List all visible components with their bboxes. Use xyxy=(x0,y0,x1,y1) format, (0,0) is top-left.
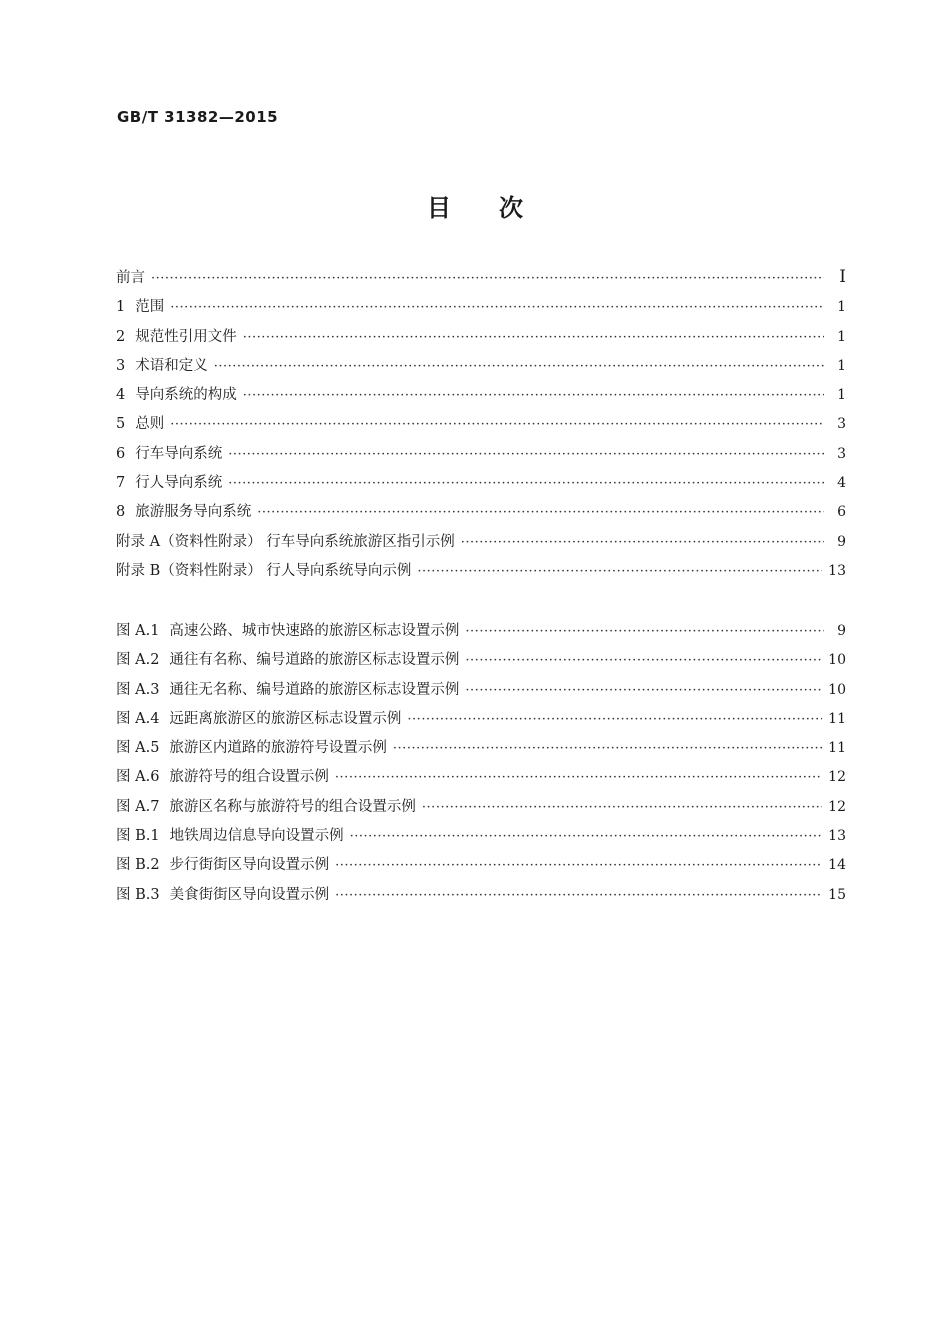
toc-entry-6[interactable] xyxy=(116,442,846,471)
toc-leader xyxy=(243,330,824,345)
figure-label: 步行街街区导向设置示例 xyxy=(169,857,330,874)
toc-entry-annex-b[interactable] xyxy=(116,559,846,588)
figure-page: 11 xyxy=(828,710,846,727)
toc-label: 总则 xyxy=(135,416,165,433)
figure-entry-a1[interactable] xyxy=(116,619,846,648)
toc-page: 3 xyxy=(837,445,846,462)
toc-leader xyxy=(335,770,822,785)
toc-leader xyxy=(335,888,822,903)
figure-entry-a4[interactable] xyxy=(116,707,846,736)
figure-list xyxy=(116,619,846,912)
toc-leader xyxy=(350,829,823,844)
toc-num: 3 xyxy=(116,357,126,374)
toc-label: 术语和定义 xyxy=(135,357,208,374)
figure-label: 通往有名称、编号道路的旅游区标志设置示例 xyxy=(169,652,460,669)
toc-num: 8 xyxy=(116,504,126,521)
toc-label: 导向系统的构成 xyxy=(135,387,237,404)
toc-label: 附录 A（资料性附录） 行车导向系统旅游区指引示例 xyxy=(116,533,455,550)
toc-leader xyxy=(170,417,824,432)
figure-label: 高速公路、城市快速路的旅游区标志设置示例 xyxy=(169,623,460,639)
toc-label: 附录 B（资料性附录） 行人导向系统导向示例 xyxy=(116,562,412,579)
toc-page: 13 xyxy=(828,562,846,579)
toc-entry-5[interactable] xyxy=(116,412,846,441)
toc-page: 1 xyxy=(837,299,846,316)
toc-leader xyxy=(243,388,824,403)
figure-label: 旅游区内道路的旅游符号设置示例 xyxy=(169,740,387,757)
toc-leader xyxy=(228,476,824,491)
figure-entry-a5[interactable] xyxy=(116,736,846,765)
toc-leader xyxy=(465,653,822,668)
toc-page: I xyxy=(839,267,846,287)
figure-entry-a7[interactable] xyxy=(116,795,846,824)
figure-num: 图 A.4 xyxy=(116,710,160,727)
toc-num: 1 xyxy=(116,299,126,316)
figure-label: 旅游符号的组合设置示例 xyxy=(169,769,329,786)
toc-list xyxy=(116,266,846,588)
toc-leader xyxy=(257,505,824,520)
toc-entry-8[interactable] xyxy=(116,500,846,529)
toc-entry-2[interactable] xyxy=(116,325,846,354)
figure-num: 图 A.7 xyxy=(116,798,160,815)
figure-entry-b1[interactable] xyxy=(116,824,846,853)
toc-entry-annex-a[interactable] xyxy=(116,530,846,559)
toc-num: 6 xyxy=(116,445,126,462)
figure-entry-a2[interactable] xyxy=(116,648,846,677)
toc-leader xyxy=(461,535,824,550)
toc-num: 4 xyxy=(116,387,126,404)
standard-code: GB/T 31382—2015 xyxy=(117,108,279,126)
toc-leader xyxy=(465,683,822,698)
figure-page: 9 xyxy=(837,623,846,639)
figure-page: 12 xyxy=(828,769,846,786)
toc-label: 范围 xyxy=(135,299,165,316)
toc-page: 1 xyxy=(837,387,846,404)
figure-num: 图 A.5 xyxy=(116,740,160,757)
toc-page: 9 xyxy=(837,533,846,550)
figure-label: 远距离旅游区的旅游区标志设置示例 xyxy=(169,710,402,727)
figure-page: 15 xyxy=(828,886,846,903)
toc-leader xyxy=(407,712,822,727)
toc-label: 旅游服务导向系统 xyxy=(135,504,252,521)
toc-entry-4[interactable] xyxy=(116,383,846,412)
figure-page: 13 xyxy=(828,828,846,845)
toc-leader xyxy=(170,300,824,315)
toc-leader xyxy=(422,800,822,815)
toc-num: 7 xyxy=(116,475,126,492)
toc-leader xyxy=(417,564,822,579)
toc-leader xyxy=(228,447,824,462)
toc-leader xyxy=(151,271,824,286)
toc-num: 2 xyxy=(116,328,126,345)
figure-page: 10 xyxy=(828,652,846,669)
toc-label: 规范性引用文件 xyxy=(135,328,237,345)
toc-entry-1[interactable] xyxy=(116,295,846,324)
figure-num: 图 B.3 xyxy=(116,886,160,903)
page-title: 目次 xyxy=(427,194,571,222)
figure-num: 图 A.6 xyxy=(116,769,160,786)
figure-label: 美食街街区导向设置示例 xyxy=(169,886,330,903)
toc-leader xyxy=(335,858,822,873)
toc-page: 3 xyxy=(837,416,846,433)
toc-label: 前言 xyxy=(116,270,145,286)
toc-page: 1 xyxy=(837,357,846,374)
toc-label: 行车导向系统 xyxy=(135,445,223,462)
figure-num: 图 A.2 xyxy=(116,652,160,669)
figure-entry-b2[interactable] xyxy=(116,853,846,882)
figure-page: 14 xyxy=(828,857,846,874)
figure-num: 图 A.3 xyxy=(116,681,160,698)
figure-page: 11 xyxy=(828,740,846,757)
toc-leader xyxy=(465,624,824,639)
figure-entry-b3[interactable] xyxy=(116,883,846,912)
toc-num: 5 xyxy=(116,416,126,433)
toc-page: 6 xyxy=(837,504,846,521)
figure-page: 10 xyxy=(828,681,846,698)
figure-entry-a6[interactable] xyxy=(116,765,846,794)
figure-label: 旅游区名称与旅游符号的组合设置示例 xyxy=(169,798,416,815)
figure-entry-a3[interactable] xyxy=(116,678,846,707)
toc-entry-3[interactable] xyxy=(116,354,846,383)
toc-leader xyxy=(214,359,824,374)
toc-page: 1 xyxy=(837,328,846,345)
toc-entry-7[interactable] xyxy=(116,471,846,500)
figure-label: 地铁周边信息导向设置示例 xyxy=(169,828,344,845)
figure-label: 通往无名称、编号道路的旅游区标志设置示例 xyxy=(169,681,460,698)
figure-num: 图 A.1 xyxy=(116,623,160,639)
figure-num: 图 B.2 xyxy=(116,857,160,874)
toc-entry-foreword[interactable] xyxy=(116,266,846,295)
toc-page: 4 xyxy=(837,475,846,492)
toc-leader xyxy=(393,741,822,756)
figure-page: 12 xyxy=(828,798,846,815)
figure-num: 图 B.1 xyxy=(116,828,160,845)
toc-label: 行人导向系统 xyxy=(135,475,223,492)
